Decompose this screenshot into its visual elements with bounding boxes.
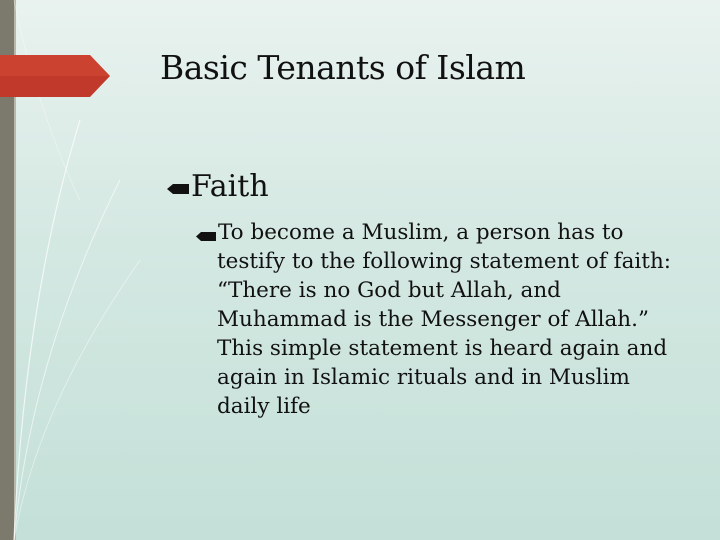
bullet-faith-text: Faith (191, 169, 269, 204)
bullet-statement-line-1: To become a Muslim, a person has to (218, 220, 624, 245)
slide-title: Basic Tenants of Islam (160, 48, 526, 87)
arrow-accent-icon (0, 55, 110, 97)
pencil-bullet-icon (196, 227, 216, 246)
bullet-statement-continuation: testify to the following statement of faith: “There is no God but Allah, and Muhammad is the Messenger of Allah.” This simple statement is heard again and again in Islamic rituals and in Muslim daily life (217, 249, 672, 419)
bullet-level-2 (196, 218, 676, 247)
pencil-bullet-icon (167, 180, 189, 199)
bullet-statement-text (218, 218, 623, 247)
bullet-level-1 (167, 168, 269, 206)
